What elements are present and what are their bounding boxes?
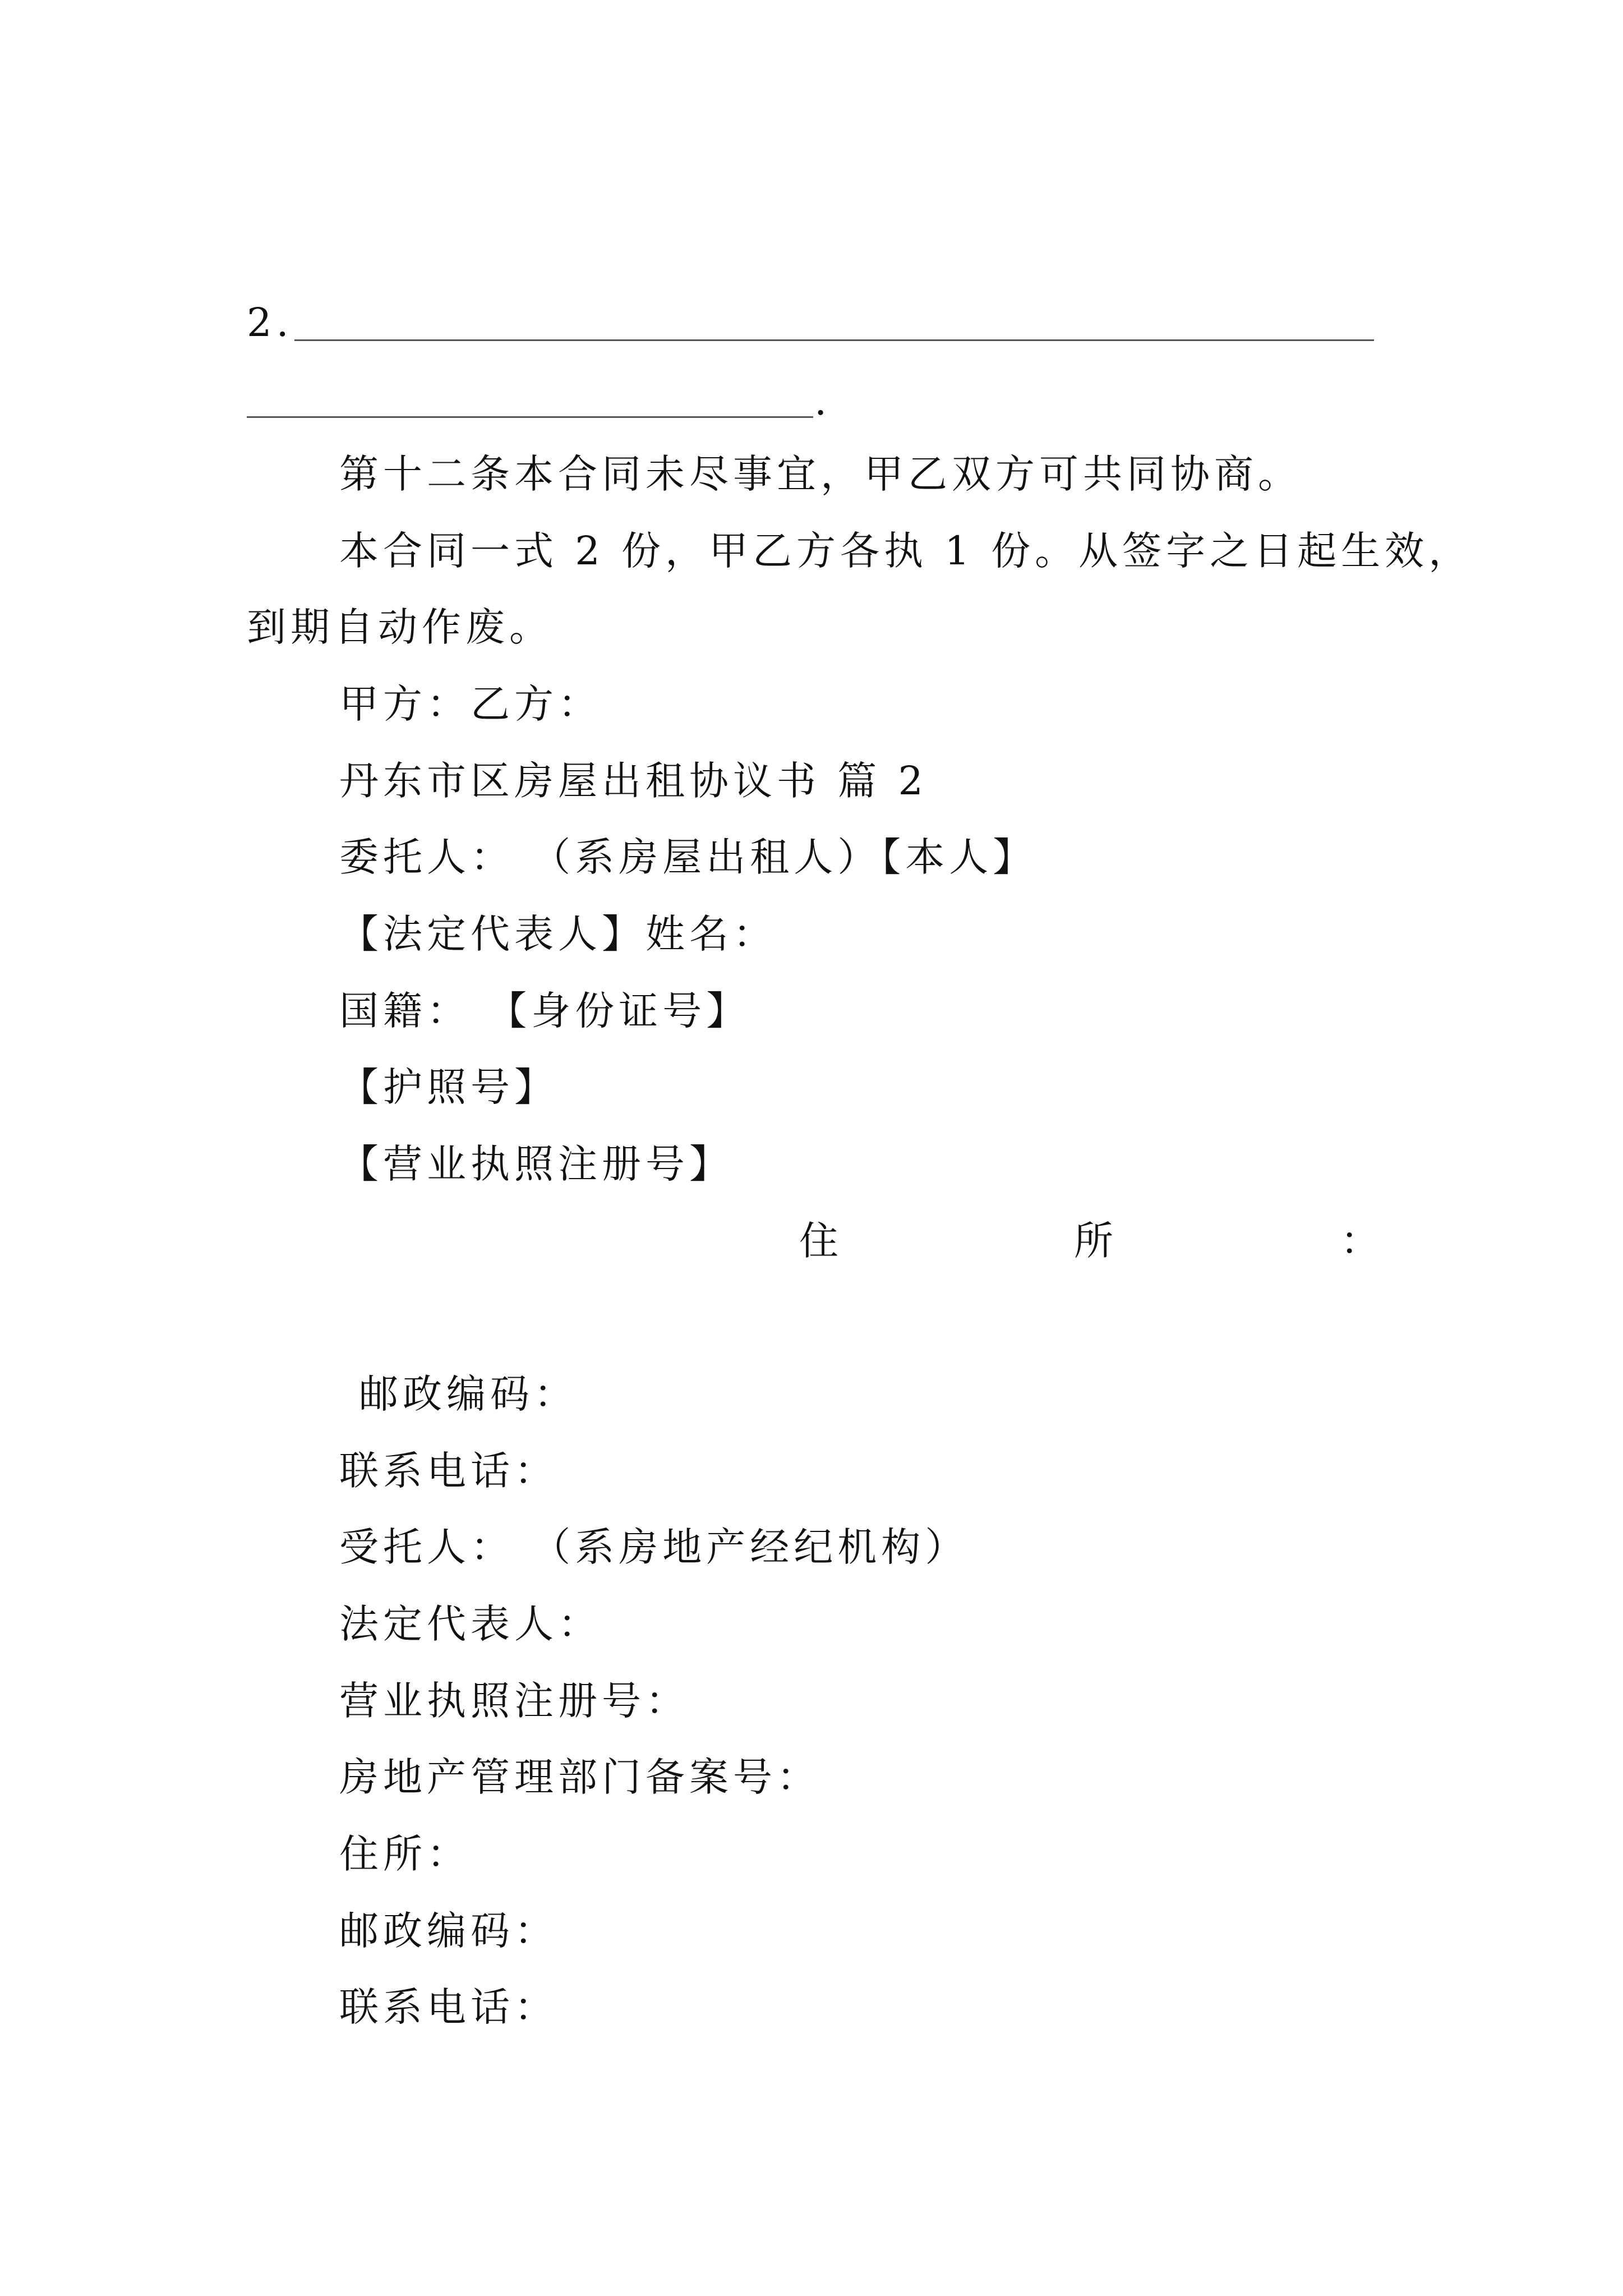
postcode-line-2: 邮政编码： bbox=[339, 1908, 558, 1954]
principal-line: 委托人： （系房屋出租人）【本人】 bbox=[339, 834, 1037, 880]
filing-number-line: 房地产管理部门备案号： bbox=[339, 1754, 820, 1800]
phone-line-1: 联系电话： bbox=[339, 1448, 558, 1494]
legal-rep-line: 法定代表人： bbox=[339, 1601, 602, 1647]
address-line-2: 住所： bbox=[339, 1831, 471, 1877]
blank-underline-2 bbox=[247, 416, 813, 418]
clause-12: 第十二条本合同未尽事宜，甲乙双方可共同协商。 bbox=[339, 451, 1302, 497]
address-colon: ： bbox=[1340, 1218, 1384, 1264]
agent-line: 受托人： （系房地产经纪机构） bbox=[339, 1524, 969, 1570]
business-license-line: 【营业执照注册号】 bbox=[339, 1141, 733, 1187]
copies-clause-line-2: 到期自动作废。 bbox=[247, 604, 553, 650]
postcode-line-1: 邮政编码： bbox=[359, 1371, 578, 1417]
document-title-part-2: 丹东市区房屋出租协议书 篇 2 bbox=[339, 758, 928, 804]
address-char-1: 住 bbox=[799, 1218, 843, 1264]
blank-underline-1 bbox=[294, 339, 1374, 341]
address-char-2: 所 bbox=[1074, 1218, 1118, 1264]
legal-rep-name-line: 【法定代表人】姓名： bbox=[339, 911, 777, 957]
item-2-end: . bbox=[814, 378, 832, 424]
parties-signature-line: 甲方：乙方： bbox=[339, 681, 602, 727]
license-number-line: 营业执照注册号： bbox=[339, 1678, 689, 1724]
phone-line-2: 联系电话： bbox=[339, 1984, 558, 2030]
passport-line: 【护照号】 bbox=[339, 1064, 558, 1110]
nationality-id-line: 国籍： 【身份证号】 bbox=[339, 988, 750, 1034]
copies-clause-line-1: 本合同一式 2 份，甲乙方各执 1 份。从签字之日起生效， bbox=[339, 528, 1473, 574]
item-2-number: 2. bbox=[247, 300, 293, 346]
